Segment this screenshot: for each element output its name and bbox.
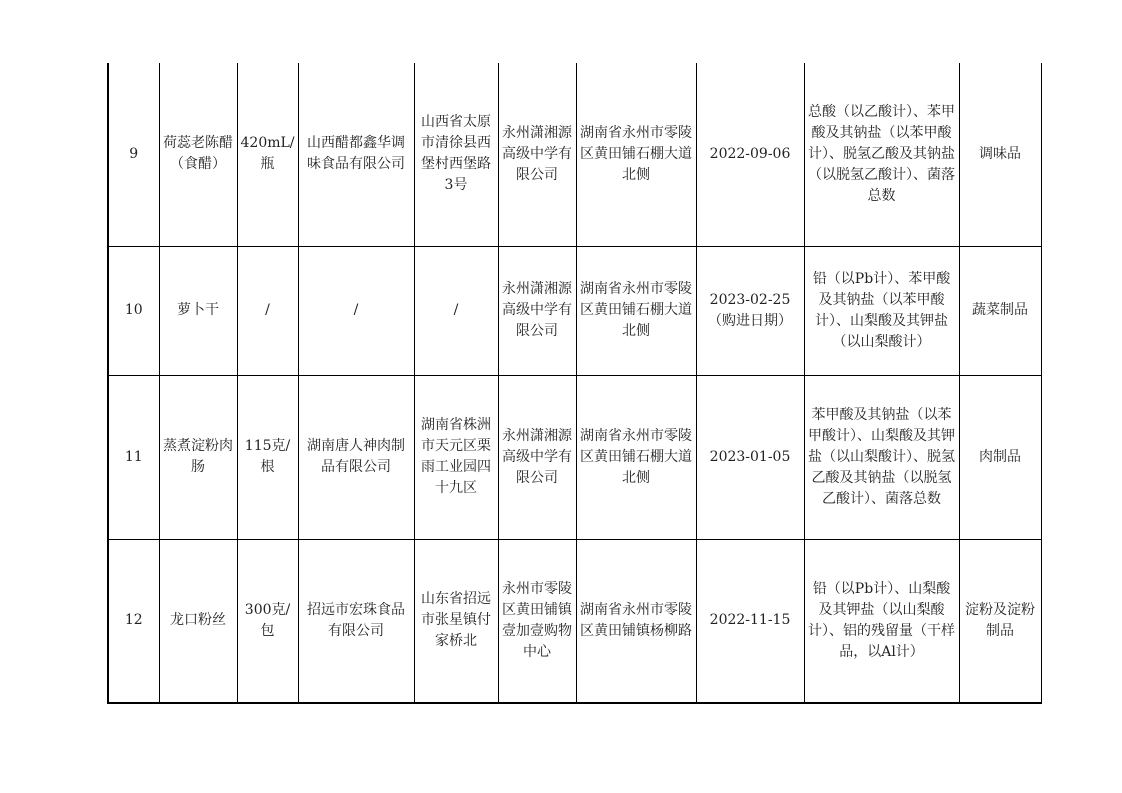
food-category: 调味品 [959,63,1041,246]
test-items: 铅（以Pb计）、山梨酸及其钾盐（以山梨酸计）、铝的残留量（干样品，以Al计） [804,539,959,703]
test-items: 铅（以Pb计）、苯甲酸及其钠盐（以苯甲酸计）、山梨酸及其钾盐（以山梨酸计） [804,246,959,375]
production-date: 2023-01-05 [696,375,804,539]
product-name: 萝卜干 [159,246,237,375]
row-number: 10 [108,246,159,375]
table-row [108,246,1041,375]
row-number: 12 [108,539,159,703]
sampled-address: 湖南省永州市零陵区黄田铺石棚大道北侧 [576,375,696,539]
specification: 420mL/瓶 [237,63,298,246]
product-name: 龙口粉丝 [159,539,237,703]
row-number: 9 [108,63,159,246]
table-row [108,375,1041,539]
test-items: 苯甲酸及其钠盐（以苯甲酸计）、山梨酸及其钾盐（以山梨酸计）、脱氢乙酸及其钠盐（以脱氢乙酸计）、菌落总数 [804,375,959,539]
sampled-unit: 永州潇湘源高级中学有限公司 [498,246,576,375]
product-name: 荷蕊老陈醋（食醋） [159,63,237,246]
manufacturer-address: 山东省招远市张星镇付家桥北 [414,539,498,703]
sampled-unit: 永州潇湘源高级中学有限公司 [498,63,576,246]
sampled-unit: 永州市零陵区黄田铺镇壹加壹购物中心 [498,539,576,703]
test-items: 总酸（以乙酸计）、苯甲酸及其钠盐（以苯甲酸计）、脱氢乙酸及其钠盐（以脱氢乙酸计）、菌落总数 [804,63,959,246]
row-number: 11 [108,375,159,539]
manufacturer-address: 湖南省株洲市天元区栗雨工业园四十九区 [414,375,498,539]
manufacturer: / [298,246,414,375]
specification: 300克/包 [237,539,298,703]
manufacturer-address: 山西省太原市清徐县西堡村西堡路3号 [414,63,498,246]
specification: / [237,246,298,375]
table-row [108,63,1041,246]
production-date: 2022-11-15 [696,539,804,703]
manufacturer: 山西醋都鑫华调味食品有限公司 [298,63,414,246]
food-category: 肉制品 [959,375,1041,539]
sampling-results-table [107,63,1042,704]
food-category: 蔬菜制品 [959,246,1041,375]
sampled-address: 湖南省永州市零陵区黄田铺石棚大道北侧 [576,63,696,246]
specification: 115克/根 [237,375,298,539]
manufacturer: 招远市宏珠食品有限公司 [298,539,414,703]
manufacturer: 湖南唐人神肉制品有限公司 [298,375,414,539]
sampled-address: 湖南省永州市零陵区黄田铺镇杨柳路 [576,539,696,703]
production-date: 2023-02-25（购进日期） [696,246,804,375]
sampled-unit: 永州潇湘源高级中学有限公司 [498,375,576,539]
product-name: 蒸煮淀粉肉肠 [159,375,237,539]
sampled-address: 湖南省永州市零陵区黄田铺石棚大道北侧 [576,246,696,375]
table-row [108,539,1041,703]
production-date: 2022-09-06 [696,63,804,246]
manufacturer-address: / [414,246,498,375]
food-category: 淀粉及淀粉制品 [959,539,1041,703]
